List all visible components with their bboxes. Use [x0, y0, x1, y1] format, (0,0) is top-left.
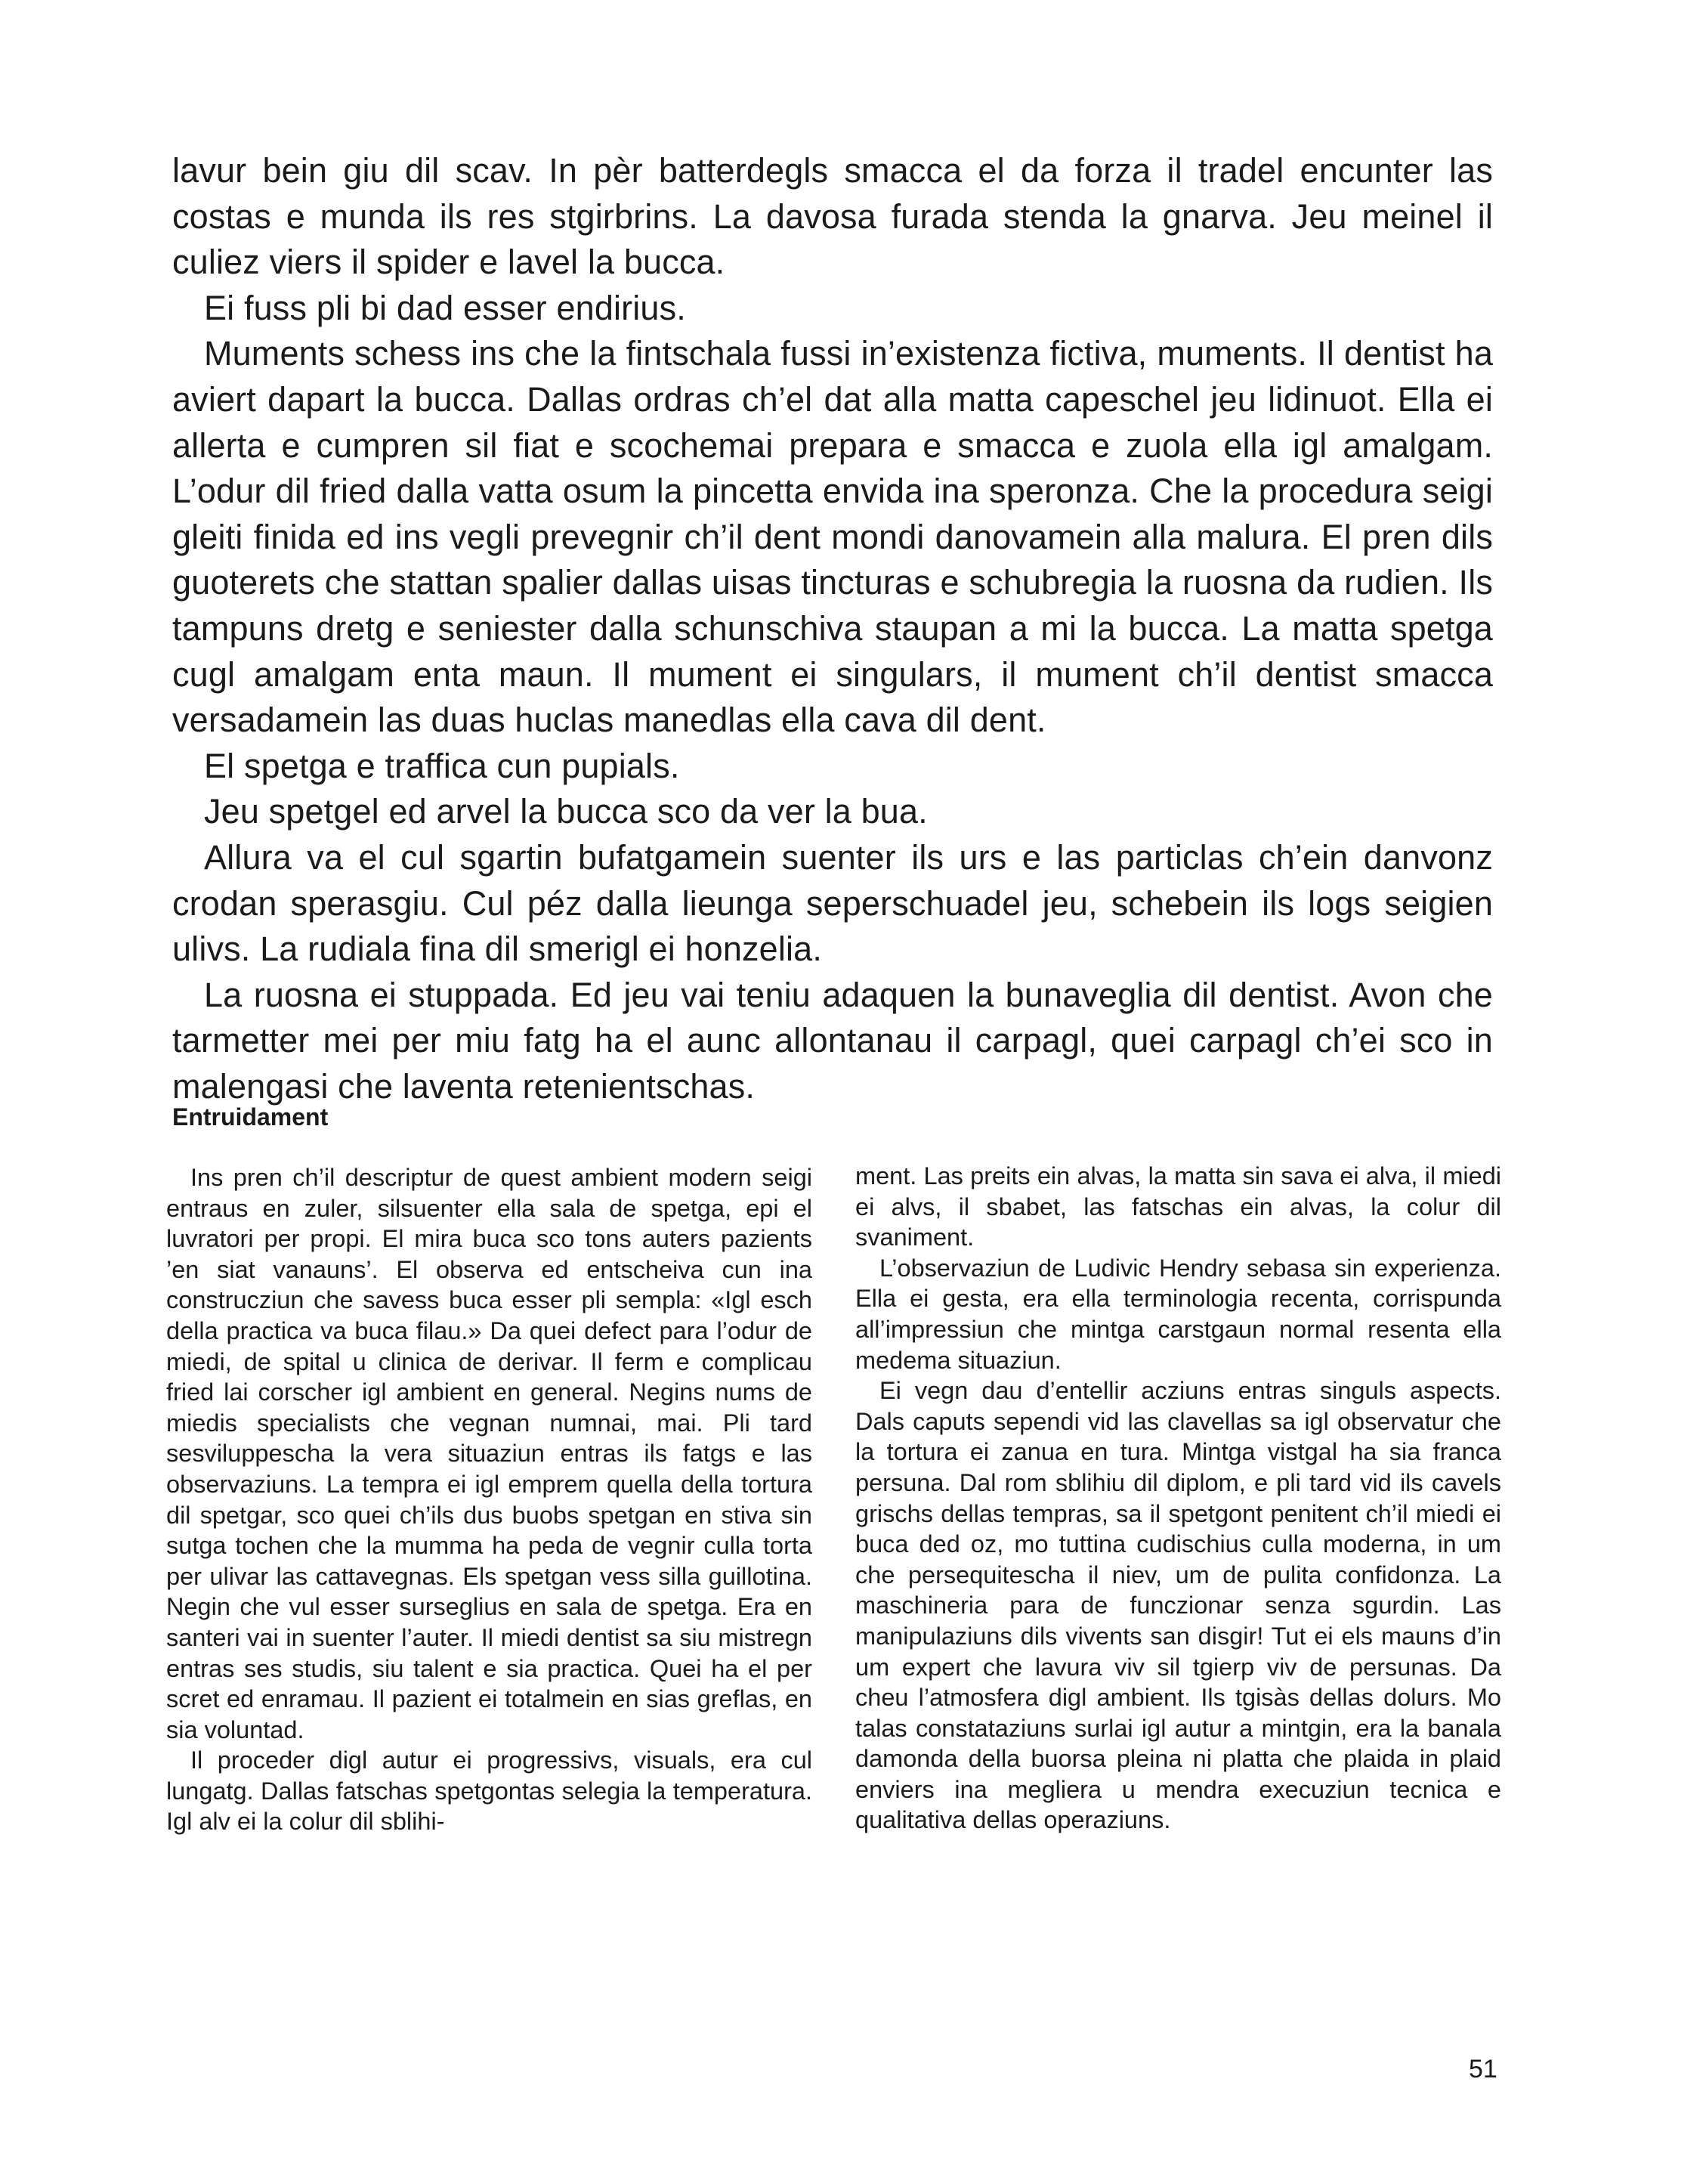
section-heading: Entruidament	[172, 1103, 329, 1131]
commentary-left-column	[166, 1162, 812, 1837]
story-paragraph: Jeu spetgel ed arvel la bucca sco da ver la bua.	[204, 792, 928, 831]
story-paragraph: lavur bein giu dil scav. In pèr batterdegls smacca el da forza il tradel encunter las costas e munda ils res stgirbrins. La davosa furada stenda la gnarva. Jeu meinel il culiez viers il spider e lavel la bucca.	[172, 151, 1493, 282]
story-paragraph: Ei fuss pli bi dad esser endirius.	[204, 288, 686, 327]
story-paragraph: La ruosna ei stuppada. Ed jeu vai teniu adaquen la bunaveglia dil dentist. Avon che tarmetter mei per miu fatg ha el aunc allontanau il carpagl, quei carpagl ch’ei sco in malengasi che laventa retenientschas.	[172, 975, 1493, 1106]
commentary-paragraph: L’observaziun de Ludivic Hendry sebasa sin experienza. Ella ei gesta, era ella terminologia recenta, corrispunda all’impressiun che mintga carstgaun normal resenta ella medema situaziun.	[855, 1254, 1501, 1374]
story-paragraph: Allura va el cul sgartin bufatgamein suenter ils urs e las particlas ch’ein danvonz crodan sperasgiu. Cul péz dalla lieunga seperschuadel jeu, schebein ils logs seigien ulivs. La rudiala fina dil smerigl ei honzelia.	[172, 837, 1493, 969]
commentary-paragraph: Ins pren ch’il descriptur de quest ambient modern seigi entraus en zuler, silsuenter ella sala de spetga, epi el luvratori per propi. El mira buca sco tons auters pazients ’en siat vanauns’. El observa ed entscheiva cun ina construcziun che savess buca esser pli sempla: «Igl esch della practica va buca filau.» Da quei defect para l’odur de miedi, de spital u clinica de derivar. Il ferm e complicau fried lai corscher igl ambient en general. Negins nums de miedis specialists che vegnan numnai, mai. Pli tard sesviluppescha la vera situaziun entras ils fatgs e las observaziuns. La tempra ei igl emprem quella della tortura dil spetgar, sco quei ch’ils dus buobs spetgan en stiva sin sutga tochen che la mumma ha peda de vegnir culla torta per ulivar las cattavegnas. Els spetgan vess silla guillotina. Negin che vul esser surseglius en sala de spetga. Era en santeri vai in suenter l’auter. Il miedi dentist sa siu mistregn entras ses studis, siu talent e sia practica. Quei ha el per scret ed enramau. Il pazient ei totalmein en sias greflas, en sia voluntad.	[166, 1164, 812, 1743]
commentary-right-column	[855, 1161, 1501, 1836]
commentary-paragraph: ment. Las preits ein alvas, la matta sin sava ei alva, il miedi ei alvs, il sbabet, las fatschas ein alvas, la colur dil svaniment.	[855, 1162, 1501, 1251]
story-paragraph: Muments schess ins che la fintschala fussi in’existenza fictiva, muments. Il dentist ha aviert dapart la bucca. Dallas ordras ch’el dat alla matta capeschel jeu lidinuot. Ella ei allerta e cumpren sil fiat e scochemai prepara e smacca e zuola ella igl amalgam. L’odur dil fried dalla vatta osum la pincetta envida ina speronza. Che la procedura seigi gleiti finida ed ins vegli prevegnir ch’il dent mondi danovamein alla malura. El pren dils guoterets che stattan spalier dallas uisas tincturas e schubregia la ruosna da rudien. Ils tampuns dretg e seniester dalla schunschiva staupan a mi la bucca. La matta spetga cugl amalgam enta maun. Il mument ei singulars, il mument ch’il dentist smacca versadamein las duas huclas manedlas ella cava dil dent.	[172, 334, 1493, 740]
commentary-paragraph: Ei vegn dau d’entellir acziuns entras singuls aspects. Dals caputs sependi vid las clavellas sa igl observatur che la tortura ei zanua en tura. Mintga vistgal ha sia franca persuna. Dal rom sblihiu dil diplom, e pli tard vid ils cavels grischs dellas tempras, sa il spetgont penitent ch’il miedi ei buca ded oz, mo tuttina cudischius culla moderna, in um che persequitescha il niev, um de pulita confidonza. La maschineria para de funczionar senza sgurdin. Las manipulaziuns dils vivents san disgir! Tut ei els mauns d’in um expert che lavura viv sil tgierp viv de persunas. Da cheu l’atmosfera digl ambient. Ils tgisàs dellas dolurs. Mo talas constataziuns surlai igl autur a mintgin, era la banala damonda della buorsa pleina ni platta che plaida in plaid enviers ina megliera u mendra execuziun tecnica e qualitativa dellas operaziuns.	[855, 1377, 1501, 1834]
page-number: 51	[1469, 2055, 1497, 2083]
commentary-paragraph: Il proceder digl autur ei progressivs, visuals, era cul lungatg. Dallas fatschas spetgontas selegia la temperatura. Igl alv ei la colur dil sblihi-	[166, 1746, 812, 1836]
story-text	[172, 148, 1493, 1109]
story-paragraph: El spetga e traffica cun pupials.	[204, 746, 680, 785]
